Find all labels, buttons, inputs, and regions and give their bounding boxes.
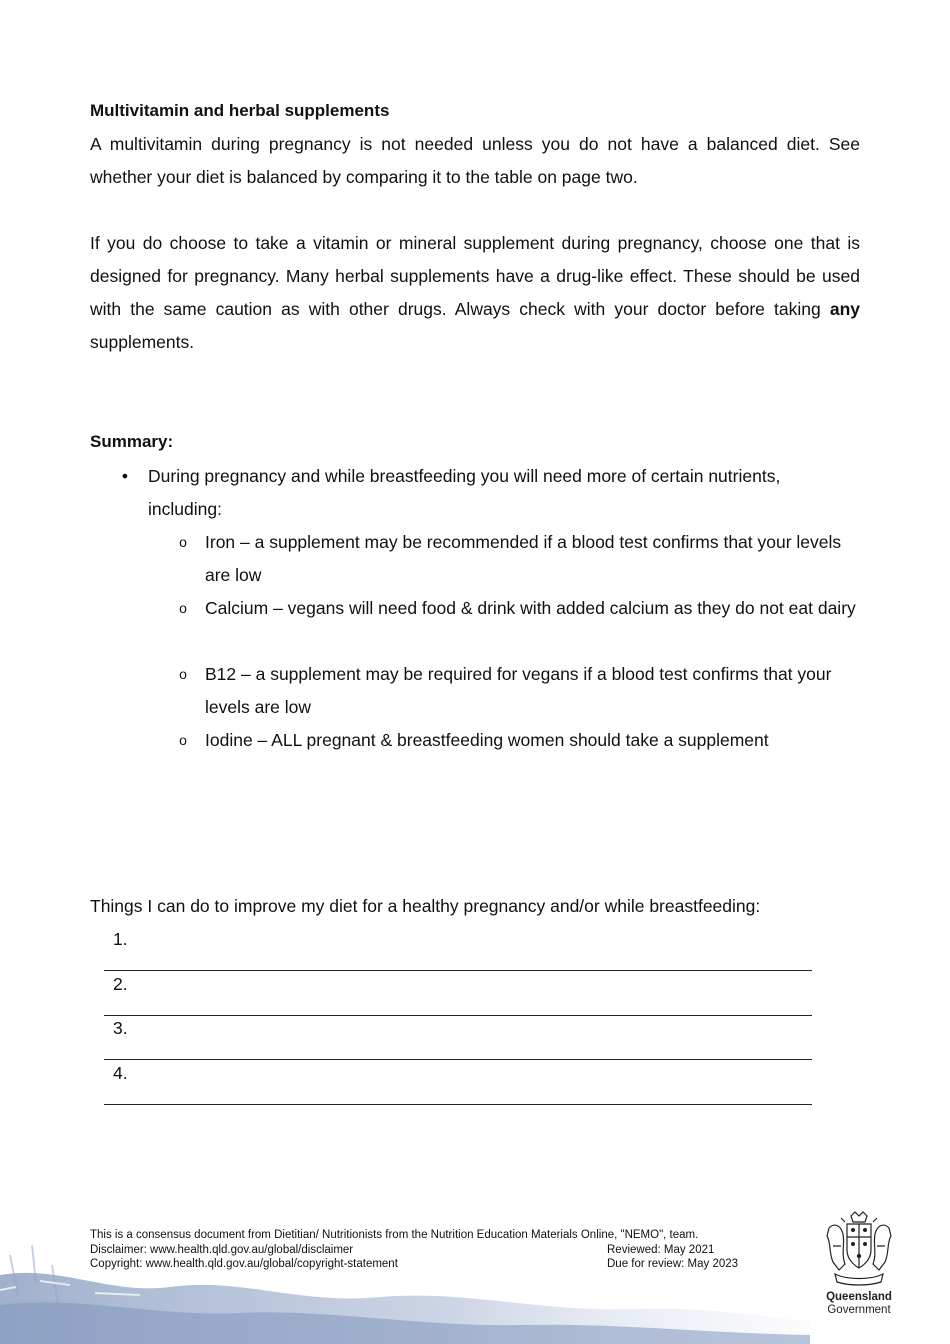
actions-prompt: Things I can do to improve my diet for a healthy pregnancy and/or while breastfeeding: <box>90 896 761 916</box>
summary-heading: Summary: <box>90 432 174 451</box>
logo-government-text: Government <box>827 1304 891 1316</box>
paragraph-2-emphasis: any <box>829 299 860 319</box>
line-number: 3. <box>113 1018 128 1038</box>
line-number: 4. <box>113 1063 128 1083</box>
line-number: 2. <box>113 974 128 994</box>
write-in-line[interactable] <box>104 1015 812 1060</box>
summary-bullet-text: During pregnancy and while breastfeeding you will need more of certain nutrients, including: <box>148 466 781 519</box>
footer-disclaimer-row <box>90 1243 790 1258</box>
queensland-government-logo <box>815 1208 903 1320</box>
line-number: 1. <box>113 929 128 949</box>
hollow-bullet-icon: o <box>179 666 187 682</box>
footer-copyright-row <box>90 1257 790 1272</box>
footer-copyright-link[interactable]: Copyright: www.health.qld.gov.au/global/copyright-statement <box>90 1258 398 1270</box>
supplements-paragraph-2 <box>90 227 860 359</box>
summary-subitem-text: B12 – a supplement may be required for vegans if a blood test confirms that your levels are low <box>205 664 832 717</box>
logo-queensland-text: Queensland <box>826 1291 892 1303</box>
write-in-line[interactable] <box>104 926 812 971</box>
supplements-paragraph-1: A multivitamin during pregnancy is not needed unless you do not have a balanced diet. See whether your diet is balanced by comparing it to the table on page two. <box>90 134 860 187</box>
paragraph-2-text: If you do choose to take a vitamin or mineral supplement during pregnancy, choose one that is designed for pregnancy. Many herbal supplements have a drug-like effect. These should be used with the same caution as with other drugs. Always check with your doctor before taking <box>90 233 860 319</box>
footer-consensus: This is a consensus document from Dietitian/ Nutritionists from the Nutrition Education Materials Online, "NEMO", team. <box>90 1229 699 1241</box>
queensland-coat-of-arms-icon <box>821 1210 897 1290</box>
paragraph-2-text-end: supplements. <box>90 332 195 352</box>
hollow-bullet-icon: o <box>179 732 187 748</box>
footer-reviewed: Reviewed: May 2021 <box>607 1243 715 1256</box>
footer <box>90 1228 790 1272</box>
footer-due-for-review: Due for review: May 2023 <box>607 1258 739 1270</box>
hollow-bullet-icon: o <box>179 534 187 550</box>
write-in-line[interactable] <box>104 971 812 1016</box>
footer-disclaimer-link[interactable]: Disclaimer: www.health.qld.gov.au/global/disclaimer <box>90 1243 354 1256</box>
bullet-icon: • <box>121 466 129 486</box>
summary-subitem-text: Iron – a supplement may be recommended if a blood test confirms that your levels are low <box>205 532 842 585</box>
write-in-line[interactable] <box>104 1060 812 1105</box>
summary-subitem-text: Iodine – ALL pregnant & breastfeeding women should take a supplement <box>205 730 769 750</box>
hollow-bullet-icon: o <box>179 600 187 616</box>
summary-subitem-text: Calcium – vegans will need food & drink with added calcium as they do not eat dairy <box>205 598 856 618</box>
supplements-heading: Multivitamin and herbal supplements <box>90 101 390 120</box>
